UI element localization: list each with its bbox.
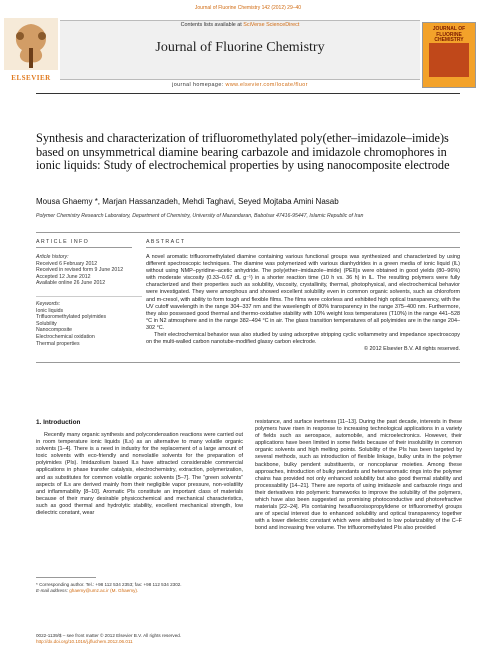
abstract-rule — [146, 247, 460, 248]
abstract-paragraph: A novel aromatic trifluoromethylated diamine containing various functional groups was synthesized and characterized by using different spectroscopic techniques. The diamine was polymerized with various dianhydrides in a green media of ionic liquid (IL) without using NMP–pyridine–acetic anhydride. The poly(ether–imidazole–imide) (PEII)s were obtained in good yields (80–96%) with moderate viscosity (0.33–0.67 dL g⁻¹) in a shorter reaction time (10 h vs. 36 h) in IL. The resulting polymers were fully characterized and their properties such as solubility, viscosity, crystallinity, thermal, photophysical, and electrochemical behavior were investigated. They were amorphous and showed excellent solubility even in common organic solvents, such as chloroform and m-cresol, with ability to form tough and flexible films. The films were colorless and exhibited high optical transparency, with the UV cutoff wavelength in the range 304–337 nm and the wavelength of 80% transparency in the range 375–400 nm. Furthermore, they also possessed good thermal and thermo-oxidative stability with 10% weight loss temperatures (T10%) in the range 441–528 °C in N2 atmosphere and in the range 382–494 °C in air. The glass transition temperatures of all polyimides are in the range 204–302 °C. — [146, 254, 460, 331]
abstract-end-rule — [36, 362, 460, 363]
keyword-item: Trifluoromethylated polyimides — [36, 314, 107, 321]
homepage-prefix: journal homepage: — [172, 82, 224, 88]
intro-paragraph-left: Recently many organic synthesis and polycondensation reactions were carried out in room temperature ionic liquids (ILs) as an alternative to many volatile organic solvents [1–4]. There is a need in industry for the replacement of a large amount of toxic solvents with eco-friendly and nonvolatile solvents for the preparation of polyimides (PIs). Imidazolium based ILs have attracted considerable commercial applications in phase transfer catalysis, electrochemistry, extraction, polymerization, and as substitutes for common volatile organic solvents [5–7]. The “green solvents” aspects of ILs are derived mainly from their negligible vapor pressure, non-volatility and inflammability [8–10]. Aromatic PIs constitute an important class of materials because of their many desirable physicochemical and mechanical characteristics, such as good thermal and hydrolytic stability, excellent mechanical strength, low dielectric constant, wear — [36, 432, 243, 517]
title-rule — [36, 232, 460, 233]
copyright-notice: © 2012 Elsevier B.V. All rights reserved. — [364, 346, 460, 353]
abstract-body — [146, 254, 460, 353]
article-info-rule — [36, 247, 132, 248]
intro-paragraph-right: resistance, and surface inertness [11–13]. During the past decade, interests in these polymers have risen in response to increasing technological applications in a variety of fields such as aerospace, automobile, and microelectronics. However, their applications have been limited in some fields because of their insolubility in common organic solvents and high melting points. Solubility of the PIs has been targeted by several methods, such as introduction of flexible linkage, bulky units in the polymer backbone, bulky pendent substituents, or noncoplanar moieties. Among these approaches, introduction of bulky pendants and heteroaromatic rings into the polymer chains has provided not only enhanced solubility but also good thermal stability and processability [14–21]. There are reports of using imidazole and carbazole rings and their derivatives into polymeric frameworks to improve the solubility of the polymers, which have also been suggested as promising photoconductive and photorefractive materials [22–24]. PIs containing hexafluoroisopropylidene or trifluoromethyl groups are of special interest due to enhanced solubility and optical transparency together with a lower dielectric constant which were attributed to low polarizability of the C–F bond and increasing free volume. The trifluoromethylated PIs also provided — [255, 419, 462, 532]
history-label: Article history: — [36, 254, 69, 260]
header-rule — [36, 93, 460, 94]
history-item: Received 6 February 2012 — [36, 260, 98, 267]
article-title: Synthesis and characterization of trifluoromethylated poly(ether–imidazole–imide)s based on unsymmetrical diamine bearing carbazole and imidazole chromophores in ionic liquids: Study of electrochemical properties by using nanocomposite electrode — [36, 131, 450, 172]
keywords-label: Keywords: — [36, 301, 61, 307]
history-item: Available online 26 June 2012 — [36, 280, 106, 287]
keyword-item: Electrochemical oxidation — [36, 333, 95, 340]
cover-title: JOURNAL OF FLUORINE CHEMISTRY — [432, 26, 466, 43]
issn-line: 0022-1139/$ – see front matter © 2012 Elsevier B.V. All rights reserved. — [36, 633, 182, 638]
abstract-heading: ABSTRACT — [146, 239, 186, 245]
homepage-link[interactable]: www.elsevier.com/locate/fluor — [225, 82, 308, 88]
elsevier-tree-icon — [4, 18, 58, 70]
email-link[interactable]: ghaemy@umz.ac.ir (M. Ghaemy). — [69, 588, 139, 594]
history-item: Accepted 12 June 2012 — [36, 273, 91, 280]
left-column — [36, 432, 243, 517]
introduction-heading: 1. Introduction — [36, 419, 81, 426]
right-column — [255, 419, 462, 533]
issn-block — [36, 633, 336, 646]
email-line — [36, 588, 243, 594]
article-info-heading: ARTICLE INFO — [36, 239, 90, 245]
author-list: Mousa Ghaemy *, Marjan Hassanzadeh, Mehdi Taghavi, Seyed Mojtaba Amini Nasab — [36, 197, 339, 206]
elsevier-wordmark: ELSEVIER — [11, 74, 51, 82]
journal-title: Journal of Fluorine Chemistry — [155, 40, 325, 55]
keywords-block — [36, 296, 142, 347]
author-affiliation: Polymer Chemistry Research Laboratory, Department of Chemistry, University of Mazandaran, Babolsar 47416-95447, Islamic Republic of Iran — [36, 213, 364, 219]
history-item: Received in revised form 9 June 2012 — [36, 267, 124, 274]
running-head: Journal of Fluorine Chemistry 142 (2012) 29–40 — [194, 5, 302, 11]
keyword-item: Ionic liquids — [36, 307, 64, 314]
elsevier-logo — [4, 18, 58, 82]
journal-cover-thumbnail[interactable] — [422, 22, 476, 88]
contents-prefix: Contents lists available at — [180, 22, 242, 28]
corresponding-author-note: * Corresponding author. Tel.: +98 112 534 2353; fax: +98 112 534 2302. — [36, 582, 182, 587]
footnotes — [36, 582, 243, 595]
journal-homepage-line — [60, 82, 420, 88]
keyword-item: Nanocomposite — [36, 327, 73, 334]
contents-line — [60, 22, 420, 28]
article-history — [36, 254, 142, 287]
keyword-item: Thermal properties — [36, 340, 80, 347]
sciencedirect-link[interactable]: SciVerse ScienceDirect — [243, 22, 300, 28]
cover-graphic — [429, 43, 469, 77]
email-label: E-mail address: — [36, 588, 68, 594]
footnote-rule — [36, 577, 96, 578]
doi-link[interactable]: http://dx.doi.org/10.1016/j.jfluchem.2012.06.011 — [36, 639, 133, 645]
keyword-item: Solubility — [36, 320, 57, 327]
abstract-paragraph: Their electrochemical behavior was also studied by using adsorptive stripping cyclic voltammetry and impedance spectroscopy on the multi-walled carbon nanotube-modified glassy carbon electrode. — [146, 332, 460, 346]
